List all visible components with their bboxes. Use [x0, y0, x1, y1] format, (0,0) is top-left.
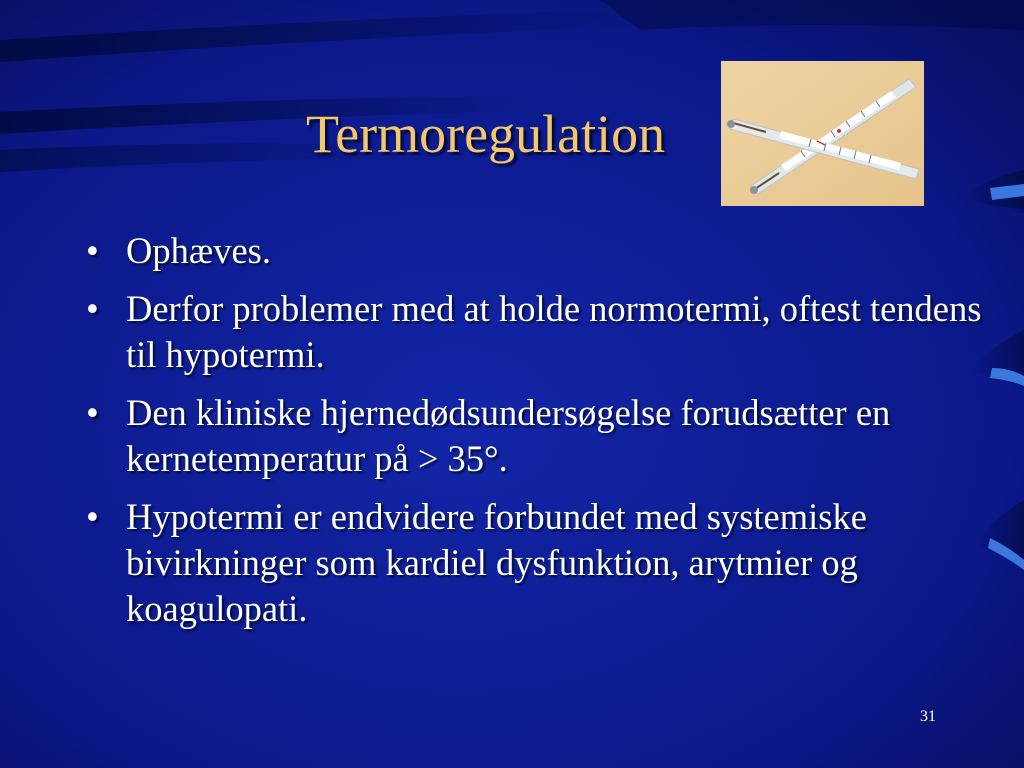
- thermometer-photo: [721, 61, 924, 206]
- bullet-item: [84, 286, 984, 378]
- bullet-text: Den kliniske hjernedødsundersøgelse forudsætter en kernetemperatur på > 35°.: [126, 392, 891, 479]
- bullet-text: Derfor problemer med at holde normotermi, oftest tendens til hypotermi.: [126, 288, 982, 375]
- slide-number: 31: [920, 708, 936, 725]
- bullet-glyph: •: [86, 230, 99, 271]
- bullet-glyph: •: [86, 392, 99, 433]
- bullet-list: [84, 228, 984, 644]
- bullet-text: Hypotermi er endvidere forbundet med systemiske bivirkninger som kardiel dysfunktion, arytmier og koagulopati.: [126, 496, 867, 629]
- bullet-item: [84, 390, 984, 482]
- bullet-item: [84, 228, 984, 274]
- bullet-glyph: •: [86, 496, 99, 537]
- slide-title: Termoregulation: [306, 104, 666, 164]
- bullet-item: [84, 494, 984, 632]
- bullet-glyph: •: [86, 288, 99, 329]
- bullet-text: Ophæves.: [126, 230, 271, 271]
